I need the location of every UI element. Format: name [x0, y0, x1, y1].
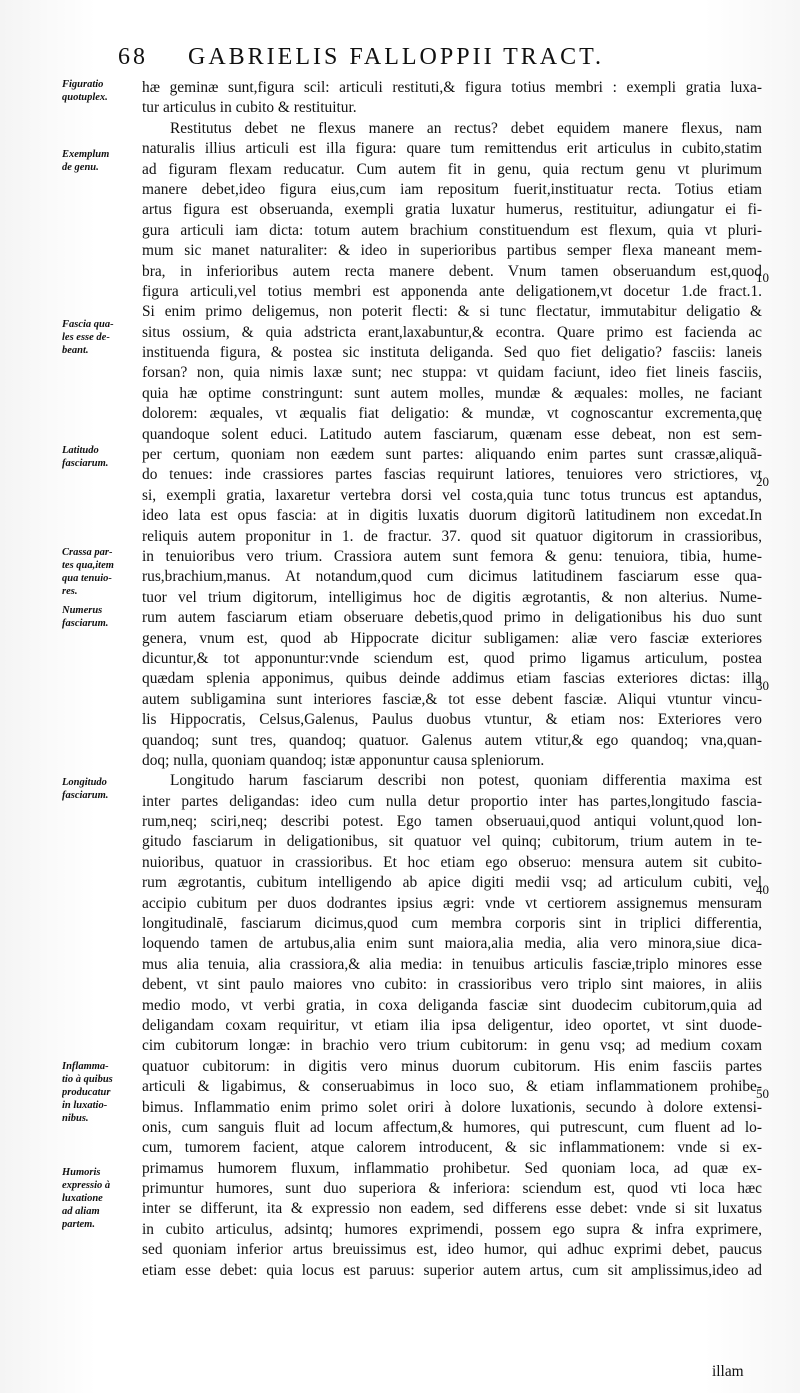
margin-note-line: expressio à [62, 1180, 111, 1191]
text-line: mus alia tenuia, alia crassiora,& alia media: in tenuibus articulis fasciæ,triplo minores esse [142, 955, 762, 973]
text-line: tur articulus in cubito & restituitur. [142, 99, 357, 117]
text-line: onis, cum sanguis fluit ad locum affectum,& humores, qui putrescunt, cum fluent ad lo- [142, 1118, 762, 1136]
margin-note-line: partem. [62, 1219, 95, 1230]
text-line: inter partes deligandas: ideo cum nulla detur proportio inter has partes,longitudo fascia- [142, 792, 762, 810]
text-line: Si enim primo deligemus, non poterit flecti: & si tunc flectatur, immutabitur deligatio & [142, 303, 762, 321]
running-header [118, 44, 758, 74]
margin-note-line: quotuplex. [62, 92, 108, 103]
text-line: primuntur humores, sunt duo superiora & inferiora: sciendum est, quod vti loca hæc [142, 1180, 762, 1198]
text-line: si, exempli gratia, laxaretur vertebra dorsi vel costa,quia tunc totus truncus est aptandus, [142, 486, 762, 504]
text-line: articuli & ligabimus, & conseruabimus in loco suo, & etiam inflammationem prohibe- [142, 1078, 762, 1096]
margin-note-line: fasciarum. [62, 618, 109, 629]
text-line: gitudo fasciarum in deligationibus, sit quatuor vel quinq; cubitorum, trium autem in te- [142, 833, 762, 851]
text-line: bra, in inferioribus autem recta manere debent. Vnum tamen obseruandum est,quod [142, 262, 762, 280]
text-line: autem subligamina sunt interiores fasciæ,& tot esse debent fasciæ. Aliqui vtuntur vincu- [142, 690, 762, 708]
text-line: genera, vnum est, quod ab Hippocrate dicitur subligamen: aliæ vero fasciæ exteriores [142, 629, 762, 647]
text-line: longitudinalē, fasciarum dicimus,quod cum membra corporis sint in triplici differentia, [142, 915, 762, 933]
text-line: inter se differunt, ita & expressio non eadem, sed differens esse debet: vnde si sit luxatus [142, 1200, 762, 1218]
text-line: etiam esse debet: quia locus est paruus: superior autem artus, cum sit amplissimus,ideo ad [142, 1261, 762, 1279]
margin-note-line: fasciarum. [62, 458, 109, 469]
text-line: primamus humorem fluxum, inflammatio prohibetur. Sed quoniam loca, ad quæ ex- [142, 1159, 762, 1177]
margin-note-line: Inflamma- [62, 1061, 109, 1072]
text-line: doq; nulla, quoniam quandoq; istæ apponuntur causa spleniorum. [142, 751, 545, 769]
text-line: rum autem fasciarum etiam obseruare debetis,quod primo in deligationibus his duo sunt [142, 609, 762, 627]
margin-note-line: les esse de- [62, 332, 110, 343]
margin-note-crassa [62, 546, 136, 598]
text-line: reliquis autem proponitur in 1. de fractur. 37. quod sit quatuor digitorum in crassioribus, [142, 527, 762, 545]
text-line: Restitutus debet ne flexus manere an rectus? debet equidem manere flexus, nam [170, 119, 762, 137]
margin-note-line: Exemplum [62, 149, 110, 160]
text-line: nuioribus, quatuor in crassioribus. Et hoc etiam ego obseruo: mensura autem sit cubito- [142, 853, 762, 871]
text-line: rum ægrotantis, cubitum intelligendo ab apice digiti medii vsq; ad articulum cubiti, vel [142, 874, 762, 892]
text-line: tuor vel trium digitorum, intelligimus hoc de digitis ægrotantis, & non alterius. Nume- [142, 588, 762, 606]
text-line: naturalis illius articuli est illa figura: quare tum remittendus erit articulus in cubito,statim [142, 140, 762, 158]
text-line: ideo lata est opus fascia: at in digitis luxatis duorum digitorũ latitudinem non excedat.In [142, 507, 762, 525]
margin-note-fasciae [62, 318, 136, 357]
text-line: quandoq; sunt tres, quandoq; quatuor. Galenus autem vtitur,& ego quandoq; vna,quan- [142, 731, 762, 749]
margin-note-numerus [62, 604, 136, 630]
margin-note-line: Humoris [62, 1167, 101, 1178]
text-line: ad figuram flexam reducatur. Cum autem fit in genu, quia rectum genu vt plurimum [142, 160, 762, 178]
text-line: lis Hippocratis, Celsus,Galenus, Paulus duobus vtuntur, & etiam nos: Exteriores vero [142, 711, 762, 729]
margin-note-latitudo [62, 444, 136, 470]
margin-note-line: nibus. [62, 1113, 89, 1124]
catchword: illam [712, 1363, 744, 1380]
margin-note-line: producatur [62, 1087, 111, 1098]
text-line: rus,brachium,manus. At notandum,quod cum dicimus latitudinem fasciarum esse qua- [142, 568, 762, 586]
text-line: cim cubitorum longæ: in brachio vero trium cubitorum: in genu vsq; ad medium coxam [142, 1037, 762, 1055]
text-line: hæ geminæ sunt,figura scil: articuli restituti,& figura totius membri : exempli gratia luxa- [142, 79, 762, 96]
page-number: 68 [118, 44, 148, 70]
text-line: in tenuioribus vero trium. Crassiora autem sunt femora & genu: tenuiora, tibia, hume- [142, 547, 762, 565]
margin-note-line: beant. [62, 345, 89, 356]
margin-note-line: Fascia qua- [62, 319, 114, 330]
line-number: 40 [756, 882, 769, 897]
margin-note-line: Figuratio [62, 79, 104, 90]
margin-note-longitudo [62, 776, 136, 802]
line-number: 50 [756, 1086, 769, 1101]
text-line: quædam splenia apponimus, quibus deinde addimus etiam fascias exteriores dictas: illa [142, 670, 762, 688]
running-title: GABRIELIS FALLOPPII TRACT. [188, 44, 605, 70]
margin-note-line: in luxatio- [62, 1100, 108, 1111]
text-line: rum,neq; sciri,neq; describi potest. Ego tamen obseruaui,quod antiqui volunt,quod lon- [142, 813, 762, 831]
text-line: quatuor cubitorum: in digitis vero minus duorum cubitorum. His enim fasciis partes [142, 1057, 762, 1075]
margin-note-line: luxatione [62, 1193, 103, 1204]
text-line: in cubito articulus, adsintq; humores exprimendi, possem ego supra & infra exprimere, [142, 1220, 762, 1238]
text-line: bimus. Inflammatio enim primo solet oriri à dolore luxationis, secundo à dolore extensi- [142, 1098, 762, 1116]
margin-note-line: ad aliam [62, 1206, 100, 1217]
text-line: quandoque solent educi. Latitudo autem fasciarum, quænam esse debeat, non est sem- [142, 425, 762, 443]
text-line: dolorem: æquales, vt æqualis fiat deligatio: & mundæ, vt cognoscantur excrementa,quę [142, 405, 762, 423]
text-line: quia hæ optime constringunt: sunt autem molles, mundæ & æquales: molles, ne faciant [142, 384, 762, 402]
margin-note-line: de genu. [62, 162, 99, 173]
line-number: 10 [756, 270, 769, 285]
margin-note-line: Longitudo [62, 777, 107, 788]
text-line: situs ossium, & quia adstricta erant,laxabuntur,& econtra. Quare primo est facienda ac [142, 323, 762, 341]
text-line: do tenues: inde crassiores partes fascias requirunt latiores, tenuiores vero strictiores, vt [142, 466, 762, 484]
text-line: mum sic manet naturaliter: & ideo in superioribus partibus semper flexa maneant mem- [142, 242, 762, 260]
text-line: medio modo, vt verbi gratia, in coxa deliganda fasciæ sint duodecim cubitorum,quia ad [142, 996, 762, 1014]
margin-note-line: fasciarum. [62, 790, 109, 801]
text-line: manere debet,ideo figura eius,cum iam repositum fuerit,instituatur recta. Totius etiam [142, 180, 762, 198]
margin-note-line: Numerus [62, 605, 103, 616]
main-text-column [142, 78, 762, 1281]
text-line: figura articuli,vel totius membri est apponenda ante deligationem,vt docetur 1.de fract.1. [142, 282, 762, 300]
line-number: 30 [756, 678, 769, 693]
margin-note-line: qua tenuio- [62, 573, 112, 584]
text-line: deligandam coxam requiritur, vt etiam ilia ipsa deligentur, ideo oportet, vt sint duode- [142, 1016, 762, 1034]
text-line: Longitudo harum fasciarum describi non potest, quoniam differentia maxima est [170, 772, 762, 790]
margin-note-line: tio à quibus [62, 1074, 113, 1085]
margin-note-line: Crassa par- [62, 547, 113, 558]
text-line: accipio cubitum per duos dodrantes ipsius ægri: vnde vt certiorem assignemus mensuram [142, 894, 762, 912]
line-number: 20 [756, 474, 769, 489]
text-line: artus figura est obseruanda, exempli gratia luxatur humerus, restituitur, adiungatur ei fi- [142, 201, 762, 219]
margin-note-line: Latitudo [62, 445, 99, 456]
margin-note-line: tes qua,item [62, 560, 114, 571]
text-line: loquendo tamen de artubus,alia enim sunt maiora,alia media, alia vero minora,siue dica- [142, 935, 762, 953]
text-line: per certum, quoniam non eædem sunt partes: aliquando enim partes sunt crassæ,aliquã- [142, 446, 762, 464]
margin-note-humoris [62, 1166, 136, 1231]
margin-note-figuratio [62, 78, 136, 104]
text-line: gura articuli iam dicta: totum autem brachium constituendum est flexum, quia vt pluri- [142, 221, 762, 239]
margin-note-inflammatio [62, 1060, 136, 1125]
text-line: forsan? non, quia nimis laxæ sunt; nec stuppa: vt quidam faciunt, ideo fiet lineis fasciis, [142, 364, 762, 382]
text-line: dicuntur,& tot apponuntur:vnde sciendum est, quod primo ligamus articulum, postea [142, 649, 762, 667]
text-line: sed quoniam inferior artus breuissimus est, ideo humor, qui adhuc exprimi debet, paucus [142, 1241, 762, 1259]
text-line: debent, vt sint paulo maiores vno cubito: in crassioribus vero triplo sint maiores, in aliis [142, 976, 762, 994]
text-line: instituenda figura, & postea sic instituta deliganda. Sed quo fiet deligatio? fasciis: laneis [142, 344, 762, 362]
margin-note-line: res. [62, 586, 78, 597]
text-line: cum, tumorem facient, atque calorem introducent, & sic inflammationem: vnde si ex- [142, 1139, 762, 1157]
margin-note-exemplum [62, 148, 136, 174]
